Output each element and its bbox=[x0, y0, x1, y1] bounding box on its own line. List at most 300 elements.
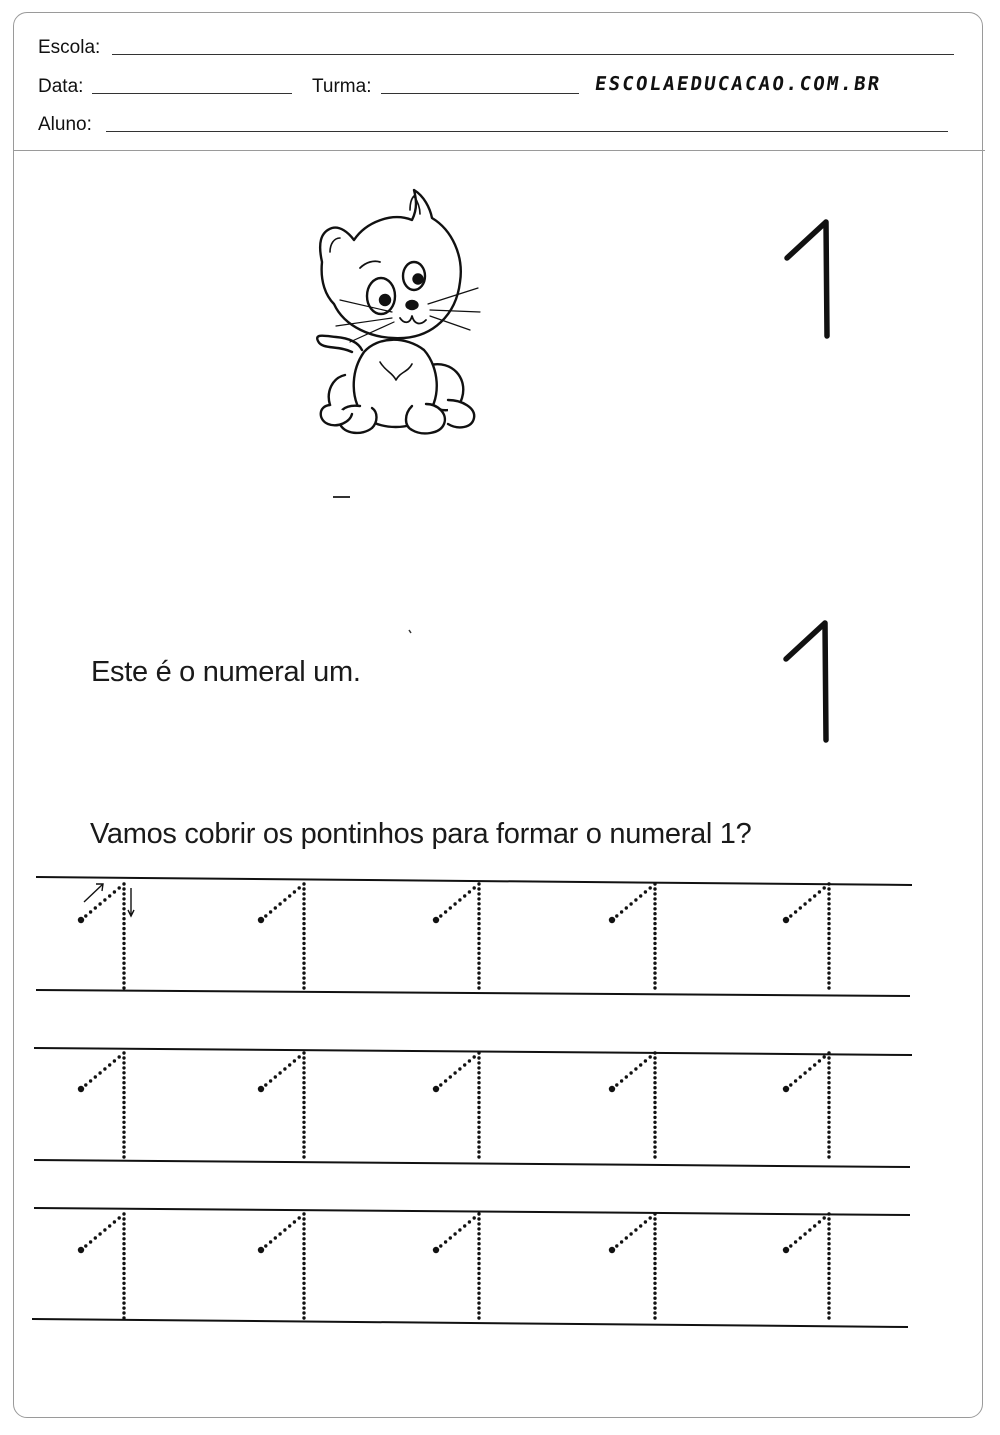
tracing-dot bbox=[653, 1232, 656, 1235]
tracing-dot bbox=[477, 1297, 480, 1300]
tracing-dot bbox=[653, 1131, 656, 1134]
tracing-dot bbox=[794, 1240, 797, 1243]
tracing-dot bbox=[649, 1216, 652, 1219]
tracing-dot bbox=[653, 887, 656, 890]
tracing-dot bbox=[477, 1252, 480, 1255]
tracing-dot bbox=[653, 1257, 656, 1260]
tracing-dot bbox=[98, 902, 101, 905]
tracing-dot bbox=[302, 1262, 305, 1265]
tracing-numeral-one[interactable] bbox=[78, 1212, 126, 1319]
tracing-dot bbox=[620, 910, 623, 913]
tracing-dot bbox=[625, 1075, 628, 1078]
tracing-dot bbox=[653, 1262, 656, 1265]
tracing-dot bbox=[827, 1126, 830, 1129]
tracing-dot bbox=[122, 976, 125, 979]
tracing-dot bbox=[302, 1282, 305, 1285]
tracing-dot bbox=[302, 947, 305, 950]
tracing-dot bbox=[122, 1140, 125, 1143]
tracing-dot bbox=[799, 1236, 802, 1239]
tracing-dot bbox=[122, 1061, 125, 1064]
tracing-dot bbox=[122, 927, 125, 930]
tracing-dot bbox=[818, 890, 821, 893]
tracing-dot bbox=[439, 914, 442, 917]
tracing-dot bbox=[477, 1227, 480, 1230]
tracing-dot bbox=[827, 1232, 830, 1235]
tracing-dot bbox=[278, 1232, 281, 1235]
tracing-dot bbox=[477, 962, 480, 965]
tracing-dot bbox=[302, 927, 305, 930]
tracing-dot bbox=[94, 1075, 97, 1078]
tracing-numeral-one[interactable] bbox=[258, 1212, 306, 1319]
tracing-dot bbox=[113, 890, 116, 893]
tracing-dot bbox=[302, 1297, 305, 1300]
tracing-dot bbox=[89, 910, 92, 913]
tracing-dot bbox=[302, 882, 305, 885]
tracing-dot bbox=[477, 1071, 480, 1074]
tracing-dot bbox=[118, 886, 121, 889]
tracing-dot bbox=[477, 897, 480, 900]
tracing-numeral-one[interactable] bbox=[433, 1212, 481, 1319]
tracing-dot bbox=[122, 1056, 125, 1059]
tracing-dot bbox=[827, 1247, 830, 1250]
tracing-dot bbox=[653, 1096, 656, 1099]
tracing-dot bbox=[302, 1136, 305, 1139]
tracing-dot bbox=[302, 907, 305, 910]
tracing-dot bbox=[653, 1227, 656, 1230]
tracing-dot bbox=[468, 890, 471, 893]
tracing-dot bbox=[653, 1086, 656, 1089]
tracing-dot bbox=[477, 1237, 480, 1240]
tracing-dot bbox=[293, 1059, 296, 1062]
tracing-dot bbox=[653, 1145, 656, 1148]
tracing-dot bbox=[827, 1227, 830, 1230]
tracing-dot bbox=[827, 1311, 830, 1314]
tracing-dot bbox=[827, 1145, 830, 1148]
tracing-dot bbox=[653, 1136, 656, 1139]
tracing-dot bbox=[122, 1301, 125, 1304]
tracing-dot bbox=[794, 910, 797, 913]
tracing-dot bbox=[827, 907, 830, 910]
tracing-dot bbox=[122, 1096, 125, 1099]
tracing-dot bbox=[302, 1140, 305, 1143]
tracing-dot bbox=[653, 1242, 656, 1245]
guide-line-row3-top bbox=[34, 1208, 910, 1215]
tracing-dot bbox=[653, 1150, 656, 1153]
tracing-dot bbox=[453, 1232, 456, 1235]
tracing-dot bbox=[827, 1066, 830, 1069]
tracing-dot bbox=[653, 1316, 656, 1319]
tracing-dot bbox=[269, 1079, 272, 1082]
tracing-dot bbox=[653, 967, 656, 970]
tracing-dot bbox=[118, 1055, 121, 1058]
tracing-dot bbox=[827, 927, 830, 930]
tracing-dot bbox=[477, 1287, 480, 1290]
tracing-dot bbox=[122, 912, 125, 915]
tracing-dot bbox=[94, 1236, 97, 1239]
tracing-dot bbox=[803, 1232, 806, 1235]
tracing-dot bbox=[302, 1287, 305, 1290]
tracing-start-dot bbox=[258, 917, 264, 923]
tracing-dot bbox=[653, 1155, 656, 1158]
tracing-dot bbox=[302, 1106, 305, 1109]
tracing-dot bbox=[283, 898, 286, 901]
tracing-dot bbox=[615, 1244, 618, 1247]
tracing-dot bbox=[302, 1111, 305, 1114]
tracing-dot bbox=[283, 1228, 286, 1231]
tracing-dot bbox=[453, 902, 456, 905]
tracing-dot bbox=[122, 892, 125, 895]
tracing-dot bbox=[477, 1150, 480, 1153]
tracing-dot bbox=[827, 1101, 830, 1104]
tracing-dot bbox=[302, 962, 305, 965]
tracing-start-dot bbox=[783, 1086, 789, 1092]
tracing-dot bbox=[302, 1257, 305, 1260]
tracing-dot bbox=[122, 887, 125, 890]
tracing-dot bbox=[122, 952, 125, 955]
tracing-dot bbox=[653, 1056, 656, 1059]
cat-illustration bbox=[317, 190, 480, 433]
tracing-dot bbox=[274, 1236, 277, 1239]
tracing-dot bbox=[653, 907, 656, 910]
tracing-dot bbox=[827, 1096, 830, 1099]
tracing-dot bbox=[808, 898, 811, 901]
tracing-dot bbox=[653, 1111, 656, 1114]
tracing-dot bbox=[827, 887, 830, 890]
tracing-dot bbox=[302, 952, 305, 955]
tracing-dot bbox=[477, 1140, 480, 1143]
tracing-dot bbox=[302, 1061, 305, 1064]
tracing-dot bbox=[827, 1277, 830, 1280]
tracing-dot bbox=[463, 1063, 466, 1066]
tracing-dot bbox=[122, 882, 125, 885]
tracing-dot bbox=[122, 1155, 125, 1158]
tracing-dot bbox=[449, 906, 452, 909]
tracing-start-dot bbox=[258, 1086, 264, 1092]
exercise-prompt: Vamos cobrir os pontinhos para formar o numeral 1? bbox=[90, 818, 752, 850]
tracing-dot bbox=[653, 1076, 656, 1079]
tracing-dot bbox=[302, 922, 305, 925]
tracing-dot bbox=[302, 892, 305, 895]
tracing-start-dot bbox=[433, 1247, 439, 1253]
tracing-dot bbox=[302, 1056, 305, 1059]
tracing-dot bbox=[103, 1228, 106, 1231]
tracing-dot bbox=[477, 942, 480, 945]
tracing-dot bbox=[288, 1063, 291, 1066]
tracing-dot bbox=[653, 1051, 656, 1054]
tracing-dot bbox=[122, 962, 125, 965]
tracing-dot bbox=[302, 1086, 305, 1089]
tracing-dot bbox=[827, 922, 830, 925]
tracing-dot bbox=[118, 1216, 121, 1219]
tracing-dot bbox=[278, 902, 281, 905]
tracing-dot bbox=[827, 1091, 830, 1094]
tracing-dot bbox=[302, 887, 305, 890]
tracing-dot bbox=[634, 898, 637, 901]
tracing-dot bbox=[477, 922, 480, 925]
tracing-dot bbox=[477, 892, 480, 895]
tracing-dot bbox=[122, 1272, 125, 1275]
guide-line-row1-bottom bbox=[36, 990, 910, 996]
tracing-dot bbox=[302, 981, 305, 984]
tracing-dot bbox=[264, 1244, 267, 1247]
tracing-dot bbox=[122, 971, 125, 974]
tracing-dot bbox=[473, 1216, 476, 1219]
tracing-dot bbox=[302, 1145, 305, 1148]
tracing-dot bbox=[122, 1242, 125, 1245]
large-numeral-one-example bbox=[786, 623, 826, 740]
tracing-dot bbox=[302, 942, 305, 945]
tracing-dot bbox=[653, 1071, 656, 1074]
tracing-numeral-one[interactable] bbox=[609, 882, 657, 989]
tracing-dot bbox=[477, 932, 480, 935]
tracing-dot bbox=[477, 1262, 480, 1265]
tracing-numeral-one[interactable] bbox=[783, 1051, 831, 1158]
tracing-dot bbox=[477, 1131, 480, 1134]
tracing-dot bbox=[302, 967, 305, 970]
tracing-dot bbox=[827, 1257, 830, 1260]
tracing-dot bbox=[477, 1056, 480, 1059]
tracing-numeral-one[interactable] bbox=[433, 1051, 481, 1158]
tracing-dot bbox=[122, 1297, 125, 1300]
tracing-dot bbox=[477, 1257, 480, 1260]
tracing-dot bbox=[122, 1150, 125, 1153]
tracing-dot bbox=[827, 1316, 830, 1319]
tracing-dot bbox=[827, 1212, 830, 1215]
tracing-dot bbox=[302, 1242, 305, 1245]
tracing-dot bbox=[122, 1116, 125, 1119]
tracing-dot bbox=[827, 947, 830, 950]
tracing-dot bbox=[827, 1150, 830, 1153]
tracing-dot bbox=[653, 897, 656, 900]
tracing-dot bbox=[468, 1220, 471, 1223]
tracing-dot bbox=[653, 1301, 656, 1304]
tracing-dot bbox=[827, 937, 830, 940]
tracing-dot bbox=[813, 894, 816, 897]
tracing-start-dot bbox=[609, 1247, 615, 1253]
tracing-dot bbox=[653, 1292, 656, 1295]
tracing-dot bbox=[122, 1232, 125, 1235]
tracing-dot bbox=[827, 1076, 830, 1079]
tracing-numeral-one[interactable] bbox=[783, 882, 831, 989]
tracing-dot bbox=[288, 894, 291, 897]
tracing-dot bbox=[298, 1055, 301, 1058]
tracing-dot bbox=[794, 1079, 797, 1082]
tracing-dot bbox=[113, 1059, 116, 1062]
tracing-dot bbox=[653, 957, 656, 960]
tracing-dot bbox=[653, 1091, 656, 1094]
tracing-dot bbox=[477, 927, 480, 930]
tracing-dot bbox=[799, 1075, 802, 1078]
tracing-dot bbox=[644, 1059, 647, 1062]
tracing-dot bbox=[827, 1121, 830, 1124]
tracing-dot bbox=[439, 1083, 442, 1086]
tracing-dot bbox=[477, 1301, 480, 1304]
tracing-dot bbox=[477, 1136, 480, 1139]
tracing-dot bbox=[302, 1232, 305, 1235]
tracing-dot bbox=[827, 971, 830, 974]
tracing-dot bbox=[449, 1075, 452, 1078]
tracing-dot bbox=[444, 910, 447, 913]
tracing-dot bbox=[653, 1101, 656, 1104]
tracing-dot bbox=[653, 1267, 656, 1270]
tracing-dot bbox=[473, 886, 476, 889]
tracing-dot bbox=[122, 1257, 125, 1260]
tracing-dot bbox=[302, 937, 305, 940]
tracing-numeral-one[interactable] bbox=[258, 1051, 306, 1158]
tracing-dot bbox=[477, 1061, 480, 1064]
tracing-dot bbox=[477, 1091, 480, 1094]
tracing-dot bbox=[477, 947, 480, 950]
tracing-dot bbox=[644, 1220, 647, 1223]
tracing-dot bbox=[122, 967, 125, 970]
tracing-dot bbox=[122, 1145, 125, 1148]
tracing-dot bbox=[302, 1217, 305, 1220]
tracing-dot bbox=[278, 1071, 281, 1074]
tracing-dot bbox=[789, 914, 792, 917]
tracing-dot bbox=[827, 902, 830, 905]
tracing-dot bbox=[653, 1212, 656, 1215]
tracing-dot bbox=[122, 1136, 125, 1139]
tracing-numeral-one[interactable] bbox=[433, 882, 481, 989]
tracing-dot bbox=[122, 986, 125, 989]
tracing-dot bbox=[122, 1252, 125, 1255]
tracing-dot bbox=[653, 1277, 656, 1280]
tracing-dot bbox=[827, 897, 830, 900]
tracing-dot bbox=[827, 962, 830, 965]
tracing-dot bbox=[823, 1216, 826, 1219]
tracing-dot bbox=[84, 914, 87, 917]
tracing-dot bbox=[477, 1126, 480, 1129]
tracing-dot bbox=[477, 912, 480, 915]
tracing-dot bbox=[302, 1227, 305, 1230]
tracing-numeral-one[interactable] bbox=[783, 1212, 831, 1319]
tracing-dot bbox=[477, 937, 480, 940]
tracing-dot bbox=[827, 1292, 830, 1295]
tracing-dot bbox=[103, 898, 106, 901]
tracing-dot bbox=[653, 952, 656, 955]
tracing-dot bbox=[653, 937, 656, 940]
tracing-dot bbox=[789, 1083, 792, 1086]
tracing-dot bbox=[288, 1224, 291, 1227]
tracing-dot bbox=[122, 1287, 125, 1290]
tracing-dot bbox=[122, 1101, 125, 1104]
tracing-dot bbox=[827, 1301, 830, 1304]
tracing-dot bbox=[302, 1212, 305, 1215]
tracing-dot bbox=[803, 902, 806, 905]
tracing-dot bbox=[477, 1086, 480, 1089]
tracing-dot bbox=[653, 1287, 656, 1290]
tracing-dot bbox=[108, 1224, 111, 1227]
tracing-dot bbox=[122, 1111, 125, 1114]
tracing-dot bbox=[639, 1224, 642, 1227]
tracing-dot bbox=[653, 912, 656, 915]
tracing-dot bbox=[264, 1083, 267, 1086]
tracing-dot bbox=[827, 1140, 830, 1143]
tracing-dot bbox=[477, 1096, 480, 1099]
tracing-dot bbox=[468, 1059, 471, 1062]
tracing-dot bbox=[113, 1220, 116, 1223]
tracing-dot bbox=[302, 986, 305, 989]
tracing-start-dot bbox=[258, 1247, 264, 1253]
tracing-start-dot bbox=[433, 1086, 439, 1092]
tracing-dot bbox=[653, 1116, 656, 1119]
tracing-dot bbox=[449, 1236, 452, 1239]
tracing-dot bbox=[122, 1217, 125, 1220]
tracing-dot bbox=[302, 1101, 305, 1104]
tracing-dot bbox=[84, 1083, 87, 1086]
tracing-dot bbox=[639, 1063, 642, 1066]
tracing-dot bbox=[620, 1240, 623, 1243]
tracing-dot bbox=[283, 1067, 286, 1070]
tracing-dot bbox=[653, 942, 656, 945]
tracing-dot bbox=[302, 1131, 305, 1134]
tracing-numeral-one[interactable] bbox=[609, 1212, 657, 1319]
guide-line-row2-bottom bbox=[34, 1160, 910, 1167]
tracing-dot bbox=[625, 1236, 628, 1239]
tracing-dot bbox=[103, 1067, 106, 1070]
tracing-numeral-one[interactable] bbox=[78, 882, 126, 989]
tracing-dot bbox=[477, 1121, 480, 1124]
tracing-dot bbox=[302, 1081, 305, 1084]
tracing-dot bbox=[827, 976, 830, 979]
tracing-dot bbox=[122, 1121, 125, 1124]
tracing-dot bbox=[477, 1292, 480, 1295]
tracing-dot bbox=[122, 1267, 125, 1270]
tracing-dot bbox=[293, 890, 296, 893]
tracing-dot bbox=[653, 986, 656, 989]
tracing-dot bbox=[653, 947, 656, 950]
tracing-dot bbox=[302, 1316, 305, 1319]
tracing-dot bbox=[477, 1145, 480, 1148]
tracing-dot bbox=[629, 1232, 632, 1235]
tracing-dot bbox=[122, 1247, 125, 1250]
tracing-dot bbox=[302, 1096, 305, 1099]
tracing-dot bbox=[302, 932, 305, 935]
class-label: Turma: bbox=[312, 76, 372, 97]
tracing-dot bbox=[477, 1217, 480, 1220]
tracing-dot bbox=[827, 892, 830, 895]
tracing-dot bbox=[653, 1222, 656, 1225]
tracing-dot bbox=[477, 986, 480, 989]
tracing-dot bbox=[122, 1311, 125, 1314]
tracing-dot bbox=[98, 1232, 101, 1235]
tracing-numeral-one[interactable] bbox=[609, 1051, 657, 1158]
tracing-dot bbox=[108, 894, 111, 897]
tracing-dot bbox=[827, 952, 830, 955]
tracing-dot bbox=[458, 1228, 461, 1231]
tracing-dot bbox=[122, 922, 125, 925]
tracing-dot bbox=[477, 1076, 480, 1079]
tracing-numeral-one[interactable] bbox=[258, 882, 306, 989]
tracing-dot bbox=[458, 1067, 461, 1070]
tracing-dot bbox=[827, 1282, 830, 1285]
tracing-dot bbox=[477, 1155, 480, 1158]
tracing-dot bbox=[122, 1091, 125, 1094]
tracing-dot bbox=[298, 1216, 301, 1219]
school-label: Escola: bbox=[38, 37, 101, 58]
tracing-dot bbox=[477, 1282, 480, 1285]
tracing-dot bbox=[122, 1292, 125, 1295]
tracing-dot bbox=[615, 914, 618, 917]
tracing-dot bbox=[813, 1224, 816, 1227]
tracing-dot bbox=[823, 886, 826, 889]
tracing-dot bbox=[649, 886, 652, 889]
tracing-dot bbox=[477, 1272, 480, 1275]
tracing-dot bbox=[302, 1292, 305, 1295]
tracing-numeral-one[interactable] bbox=[78, 1051, 126, 1158]
tracing-dot bbox=[477, 917, 480, 920]
guide-line-row1-top bbox=[36, 877, 912, 885]
